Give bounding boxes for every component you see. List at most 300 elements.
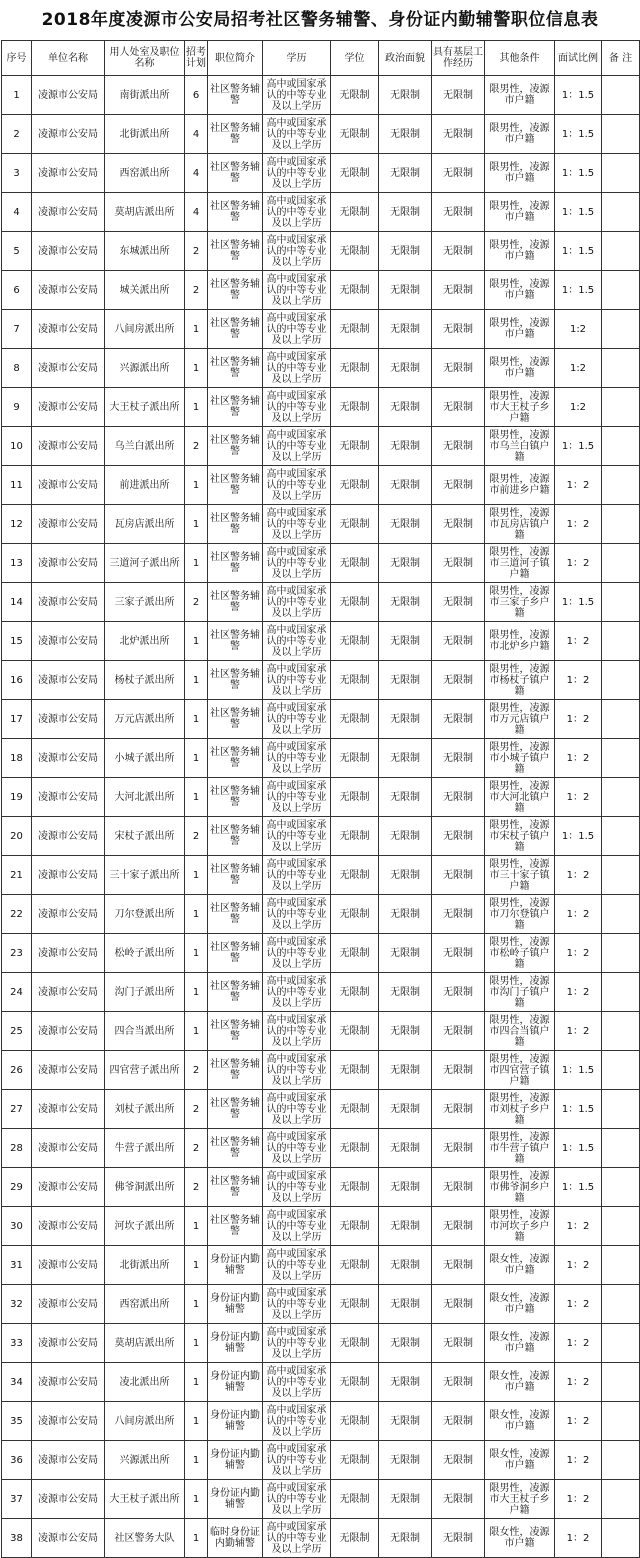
cell-education: 高中或国家承认的中等专业及以上学历	[263, 778, 331, 817]
cell-conditions: 限男性，凌源市四合当镇户籍	[485, 1012, 555, 1051]
cell-education: 高中或国家承认的中等专业及以上学历	[263, 1519, 331, 1558]
cell-note	[602, 700, 640, 739]
cell-dept: 大河北派出所	[105, 778, 185, 817]
cell-note	[602, 895, 640, 934]
cell-politics: 无限制	[379, 661, 432, 700]
cell-no: 35	[2, 1402, 32, 1441]
cell-education: 高中或国家承认的中等专业及以上学历	[263, 895, 331, 934]
table-row	[2, 349, 640, 388]
cell-plan: 1	[185, 1285, 208, 1324]
header-degree: 学位	[331, 41, 379, 76]
cell-dept: 社区警务大队	[105, 1519, 185, 1558]
cell-note	[602, 1129, 640, 1168]
cell-politics: 无限制	[379, 1207, 432, 1246]
cell-degree: 无限制	[331, 544, 379, 583]
cell-unit: 凌源市公安局	[32, 1090, 105, 1129]
cell-intro: 身份证内勤辅警	[208, 1363, 263, 1402]
cell-politics: 无限制	[379, 1363, 432, 1402]
table-row	[2, 700, 640, 739]
cell-unit: 凌源市公安局	[32, 466, 105, 505]
cell-education: 高中或国家承认的中等专业及以上学历	[263, 76, 331, 115]
cell-dept: 佛爷洞派出所	[105, 1168, 185, 1207]
cell-interview-ratio: 1：1.5	[555, 154, 602, 193]
cell-education: 高中或国家承认的中等专业及以上学历	[263, 1363, 331, 1402]
cell-plan: 2	[185, 1129, 208, 1168]
cell-politics: 无限制	[379, 388, 432, 427]
cell-education: 高中或国家承认的中等专业及以上学历	[263, 271, 331, 310]
cell-intro: 身份证内勤辅警	[208, 1246, 263, 1285]
cell-politics: 无限制	[379, 193, 432, 232]
cell-dept: 城关派出所	[105, 271, 185, 310]
cell-education: 高中或国家承认的中等专业及以上学历	[263, 661, 331, 700]
cell-conditions: 限男性，凌源市三家子乡户籍	[485, 583, 555, 622]
cell-experience: 无限制	[432, 817, 485, 856]
cell-politics: 无限制	[379, 1441, 432, 1480]
cell-no: 10	[2, 427, 32, 466]
cell-experience: 无限制	[432, 1168, 485, 1207]
table-row	[2, 115, 640, 154]
table-row	[2, 934, 640, 973]
cell-interview-ratio: 1：2	[555, 1285, 602, 1324]
cell-politics: 无限制	[379, 1090, 432, 1129]
table-row	[2, 76, 640, 115]
cell-plan: 1	[185, 739, 208, 778]
header-unit: 单位名称	[32, 41, 105, 76]
cell-plan: 1	[185, 544, 208, 583]
cell-degree: 无限制	[331, 1324, 379, 1363]
cell-interview-ratio: 1:2	[555, 388, 602, 427]
cell-experience: 无限制	[432, 1324, 485, 1363]
cell-dept: 八间房派出所	[105, 310, 185, 349]
cell-no: 28	[2, 1129, 32, 1168]
cell-unit: 凌源市公安局	[32, 310, 105, 349]
cell-unit: 凌源市公安局	[32, 700, 105, 739]
cell-experience: 无限制	[432, 1090, 485, 1129]
cell-interview-ratio: 1：1.5	[555, 232, 602, 271]
cell-plan: 1	[185, 1480, 208, 1519]
cell-dept: 乌兰白派出所	[105, 427, 185, 466]
cell-education: 高中或国家承认的中等专业及以上学历	[263, 973, 331, 1012]
cell-experience: 无限制	[432, 1285, 485, 1324]
cell-intro: 社区警务辅警	[208, 583, 263, 622]
cell-no: 33	[2, 1324, 32, 1363]
cell-intro: 社区警务辅警	[208, 895, 263, 934]
cell-degree: 无限制	[331, 1285, 379, 1324]
cell-interview-ratio: 1：2	[555, 700, 602, 739]
table-row	[2, 1285, 640, 1324]
cell-degree: 无限制	[331, 778, 379, 817]
cell-note	[602, 1441, 640, 1480]
cell-unit: 凌源市公安局	[32, 1285, 105, 1324]
cell-politics: 无限制	[379, 505, 432, 544]
cell-experience: 无限制	[432, 544, 485, 583]
cell-degree: 无限制	[331, 1519, 379, 1558]
cell-no: 19	[2, 778, 32, 817]
cell-dept: 三十家子派出所	[105, 856, 185, 895]
cell-intro: 社区警务辅警	[208, 154, 263, 193]
table-row	[2, 1324, 640, 1363]
cell-unit: 凌源市公安局	[32, 583, 105, 622]
cell-interview-ratio: 1：2	[555, 466, 602, 505]
cell-unit: 凌源市公安局	[32, 1012, 105, 1051]
cell-degree: 无限制	[331, 427, 379, 466]
cell-unit: 凌源市公安局	[32, 388, 105, 427]
cell-unit: 凌源市公安局	[32, 622, 105, 661]
table-row	[2, 1480, 640, 1519]
cell-conditions: 限男性，凌源市三十家子镇户籍	[485, 856, 555, 895]
cell-degree: 无限制	[331, 232, 379, 271]
cell-interview-ratio: 1：2	[555, 661, 602, 700]
cell-no: 27	[2, 1090, 32, 1129]
table-row	[2, 427, 640, 466]
cell-dept: 兴源派出所	[105, 1441, 185, 1480]
cell-unit: 凌源市公安局	[32, 76, 105, 115]
cell-intro: 社区警务辅警	[208, 1051, 263, 1090]
cell-intro: 身份证内勤辅警	[208, 1480, 263, 1519]
cell-note	[602, 661, 640, 700]
cell-intro: 社区警务辅警	[208, 622, 263, 661]
cell-intro: 身份证内勤辅警	[208, 1285, 263, 1324]
table-row	[2, 622, 640, 661]
cell-conditions: 限男性，凌源市宋杖子镇户籍	[485, 817, 555, 856]
cell-conditions: 限男性，凌源市户籍	[485, 349, 555, 388]
cell-interview-ratio: 1：2	[555, 1207, 602, 1246]
cell-note	[602, 1480, 640, 1519]
cell-politics: 无限制	[379, 115, 432, 154]
cell-dept: 杨杖子派出所	[105, 661, 185, 700]
cell-note	[602, 583, 640, 622]
cell-degree: 无限制	[331, 1207, 379, 1246]
cell-plan: 2	[185, 1168, 208, 1207]
cell-dept: 三道河子派出所	[105, 544, 185, 583]
cell-unit: 凌源市公安局	[32, 544, 105, 583]
cell-degree: 无限制	[331, 817, 379, 856]
cell-no: 36	[2, 1441, 32, 1480]
cell-plan: 1	[185, 1324, 208, 1363]
cell-unit: 凌源市公安局	[32, 1051, 105, 1090]
cell-politics: 无限制	[379, 817, 432, 856]
cell-dept: 东城派出所	[105, 232, 185, 271]
cell-dept: 牛营子派出所	[105, 1129, 185, 1168]
cell-no: 30	[2, 1207, 32, 1246]
cell-note	[602, 349, 640, 388]
cell-politics: 无限制	[379, 349, 432, 388]
cell-politics: 无限制	[379, 934, 432, 973]
cell-degree: 无限制	[331, 700, 379, 739]
cell-unit: 凌源市公安局	[32, 1480, 105, 1519]
header-interview-ratio: 面试比例	[555, 41, 602, 76]
cell-note	[602, 1012, 640, 1051]
cell-degree: 无限制	[331, 739, 379, 778]
cell-unit: 凌源市公安局	[32, 1519, 105, 1558]
cell-experience: 无限制	[432, 76, 485, 115]
header-dept: 用人处室及职位名称	[105, 41, 185, 76]
table-row	[2, 778, 640, 817]
cell-politics: 无限制	[379, 622, 432, 661]
cell-dept: 西窑派出所	[105, 154, 185, 193]
cell-conditions: 限女性，凌源市户籍	[485, 1363, 555, 1402]
cell-experience: 无限制	[432, 856, 485, 895]
cell-degree: 无限制	[331, 1012, 379, 1051]
cell-no: 17	[2, 700, 32, 739]
cell-education: 高中或国家承认的中等专业及以上学历	[263, 427, 331, 466]
cell-plan: 2	[185, 271, 208, 310]
cell-note	[602, 1285, 640, 1324]
cell-education: 高中或国家承认的中等专业及以上学历	[263, 1012, 331, 1051]
cell-interview-ratio: 1：2	[555, 934, 602, 973]
cell-intro: 社区警务辅警	[208, 271, 263, 310]
cell-unit: 凌源市公安局	[32, 232, 105, 271]
cell-plan: 1	[185, 973, 208, 1012]
cell-no: 25	[2, 1012, 32, 1051]
cell-education: 高中或国家承认的中等专业及以上学历	[263, 1051, 331, 1090]
cell-experience: 无限制	[432, 193, 485, 232]
table-row	[2, 1129, 640, 1168]
cell-conditions: 限男性，凌源市河坎子乡户籍	[485, 1207, 555, 1246]
cell-unit: 凌源市公安局	[32, 661, 105, 700]
cell-politics: 无限制	[379, 856, 432, 895]
table-row	[2, 1363, 640, 1402]
cell-plan: 1	[185, 1246, 208, 1285]
cell-degree: 无限制	[331, 1051, 379, 1090]
cell-conditions: 限男性，凌源市四官营子镇户籍	[485, 1051, 555, 1090]
cell-politics: 无限制	[379, 544, 432, 583]
cell-note	[602, 1207, 640, 1246]
cell-conditions: 限女性，凌源市户籍	[485, 1441, 555, 1480]
cell-no: 18	[2, 739, 32, 778]
cell-degree: 无限制	[331, 1090, 379, 1129]
cell-no: 5	[2, 232, 32, 271]
cell-interview-ratio: 1：1.5	[555, 427, 602, 466]
cell-experience: 无限制	[432, 505, 485, 544]
cell-experience: 无限制	[432, 622, 485, 661]
cell-education: 高中或国家承认的中等专业及以上学历	[263, 1246, 331, 1285]
cell-interview-ratio: 1：2	[555, 778, 602, 817]
cell-degree: 无限制	[331, 1168, 379, 1207]
table-row	[2, 583, 640, 622]
cell-politics: 无限制	[379, 76, 432, 115]
cell-conditions: 限男性，凌源市沟门子镇户籍	[485, 973, 555, 1012]
cell-dept: 莫胡店派出所	[105, 193, 185, 232]
cell-no: 32	[2, 1285, 32, 1324]
cell-experience: 无限制	[432, 232, 485, 271]
cell-note	[602, 271, 640, 310]
cell-no: 21	[2, 856, 32, 895]
cell-dept: 宋杖子派出所	[105, 817, 185, 856]
cell-degree: 无限制	[331, 505, 379, 544]
cell-experience: 无限制	[432, 1441, 485, 1480]
cell-experience: 无限制	[432, 700, 485, 739]
table-row	[2, 310, 640, 349]
cell-experience: 无限制	[432, 1051, 485, 1090]
cell-conditions: 限男性，凌源市瓦房店镇户籍	[485, 505, 555, 544]
cell-experience: 无限制	[432, 973, 485, 1012]
cell-plan: 2	[185, 1090, 208, 1129]
table-row	[2, 661, 640, 700]
cell-politics: 无限制	[379, 583, 432, 622]
cell-education: 高中或国家承认的中等专业及以上学历	[263, 700, 331, 739]
page-title: 2018年度凌源市公安局招考社区警务辅警、身份证内勤辅警职位信息表	[41, 10, 599, 30]
cell-note	[602, 388, 640, 427]
cell-education: 高中或国家承认的中等专业及以上学历	[263, 1441, 331, 1480]
cell-intro: 社区警务辅警	[208, 1129, 263, 1168]
cell-conditions: 限男性，凌源市刘杖子乡户籍	[485, 1090, 555, 1129]
cell-plan: 1	[185, 622, 208, 661]
cell-unit: 凌源市公安局	[32, 856, 105, 895]
cell-intro: 临时身份证内勤辅警	[208, 1519, 263, 1558]
cell-degree: 无限制	[331, 1402, 379, 1441]
cell-dept: 万元店派出所	[105, 700, 185, 739]
cell-unit: 凌源市公安局	[32, 271, 105, 310]
cell-politics: 无限制	[379, 271, 432, 310]
cell-conditions: 限男性，凌源市户籍	[485, 232, 555, 271]
cell-unit: 凌源市公安局	[32, 1207, 105, 1246]
cell-note	[602, 1363, 640, 1402]
cell-education: 高中或国家承认的中等专业及以上学历	[263, 1168, 331, 1207]
cell-education: 高中或国家承认的中等专业及以上学历	[263, 310, 331, 349]
cell-unit: 凌源市公安局	[32, 778, 105, 817]
cell-interview-ratio: 1：1.5	[555, 1090, 602, 1129]
cell-degree: 无限制	[331, 1246, 379, 1285]
cell-degree: 无限制	[331, 1480, 379, 1519]
cell-politics: 无限制	[379, 1129, 432, 1168]
cell-no: 16	[2, 661, 32, 700]
cell-degree: 无限制	[331, 193, 379, 232]
cell-experience: 无限制	[432, 349, 485, 388]
cell-conditions: 限男性，凌源市三道河子镇户籍	[485, 544, 555, 583]
table-row	[2, 1519, 640, 1558]
cell-education: 高中或国家承认的中等专业及以上学历	[263, 1207, 331, 1246]
cell-education: 高中或国家承认的中等专业及以上学历	[263, 1129, 331, 1168]
table-row	[2, 895, 640, 934]
cell-note	[602, 427, 640, 466]
cell-note	[602, 1168, 640, 1207]
cell-education: 高中或国家承认的中等专业及以上学历	[263, 349, 331, 388]
cell-education: 高中或国家承认的中等专业及以上学历	[263, 388, 331, 427]
cell-no: 7	[2, 310, 32, 349]
cell-plan: 4	[185, 115, 208, 154]
cell-intro: 社区警务辅警	[208, 349, 263, 388]
cell-politics: 无限制	[379, 154, 432, 193]
cell-education: 高中或国家承认的中等专业及以上学历	[263, 583, 331, 622]
cell-education: 高中或国家承认的中等专业及以上学历	[263, 856, 331, 895]
table-row	[2, 232, 640, 271]
cell-dept: 西窑派出所	[105, 1285, 185, 1324]
cell-interview-ratio: 1：2	[555, 1363, 602, 1402]
table-row	[2, 739, 640, 778]
cell-note	[602, 310, 640, 349]
cell-no: 29	[2, 1168, 32, 1207]
cell-no: 12	[2, 505, 32, 544]
cell-note	[602, 154, 640, 193]
cell-plan: 1	[185, 778, 208, 817]
cell-note	[602, 934, 640, 973]
cell-intro: 社区警务辅警	[208, 505, 263, 544]
cell-dept: 凌北派出所	[105, 1363, 185, 1402]
cell-dept: 北炉派出所	[105, 622, 185, 661]
table-row	[2, 1207, 640, 1246]
cell-interview-ratio: 1：1.5	[555, 1168, 602, 1207]
cell-experience: 无限制	[432, 1129, 485, 1168]
cell-unit: 凌源市公安局	[32, 817, 105, 856]
cell-degree: 无限制	[331, 76, 379, 115]
cell-experience: 无限制	[432, 661, 485, 700]
cell-unit: 凌源市公安局	[32, 505, 105, 544]
cell-plan: 2	[185, 232, 208, 271]
cell-dept: 瓦房店派出所	[105, 505, 185, 544]
cell-plan: 1	[185, 310, 208, 349]
cell-conditions: 限女性，凌源市户籍	[485, 1285, 555, 1324]
cell-politics: 无限制	[379, 1480, 432, 1519]
cell-politics: 无限制	[379, 232, 432, 271]
cell-plan: 1	[185, 1441, 208, 1480]
cell-experience: 无限制	[432, 1207, 485, 1246]
cell-interview-ratio: 1:2	[555, 310, 602, 349]
table-row	[2, 1402, 640, 1441]
table-body	[2, 76, 640, 1558]
cell-intro: 社区警务辅警	[208, 661, 263, 700]
position-table	[1, 40, 640, 1558]
cell-intro: 社区警务辅警	[208, 700, 263, 739]
header-education: 学历	[263, 41, 331, 76]
cell-interview-ratio: 1：1.5	[555, 271, 602, 310]
cell-note	[602, 778, 640, 817]
cell-plan: 6	[185, 76, 208, 115]
cell-education: 高中或国家承认的中等专业及以上学历	[263, 154, 331, 193]
cell-degree: 无限制	[331, 856, 379, 895]
cell-no: 1	[2, 76, 32, 115]
cell-dept: 刀尔登派出所	[105, 895, 185, 934]
cell-unit: 凌源市公安局	[32, 973, 105, 1012]
cell-no: 13	[2, 544, 32, 583]
cell-interview-ratio: 1：1.5	[555, 193, 602, 232]
cell-interview-ratio: 1：2	[555, 856, 602, 895]
cell-no: 6	[2, 271, 32, 310]
cell-intro: 社区警务辅警	[208, 817, 263, 856]
cell-no: 24	[2, 973, 32, 1012]
cell-degree: 无限制	[331, 271, 379, 310]
cell-dept: 大王杖子派出所	[105, 1480, 185, 1519]
cell-politics: 无限制	[379, 1402, 432, 1441]
cell-politics: 无限制	[379, 973, 432, 1012]
cell-unit: 凌源市公安局	[32, 154, 105, 193]
cell-education: 高中或国家承认的中等专业及以上学历	[263, 466, 331, 505]
cell-experience: 无限制	[432, 934, 485, 973]
cell-note	[602, 466, 640, 505]
cell-education: 高中或国家承认的中等专业及以上学历	[263, 817, 331, 856]
cell-degree: 无限制	[331, 661, 379, 700]
cell-intro: 社区警务辅警	[208, 1012, 263, 1051]
cell-politics: 无限制	[379, 310, 432, 349]
table-row	[2, 193, 640, 232]
cell-politics: 无限制	[379, 427, 432, 466]
cell-interview-ratio: 1：2	[555, 505, 602, 544]
cell-plan: 2	[185, 1051, 208, 1090]
cell-plan: 4	[185, 154, 208, 193]
cell-politics: 无限制	[379, 1285, 432, 1324]
cell-politics: 无限制	[379, 895, 432, 934]
cell-interview-ratio: 1：2	[555, 895, 602, 934]
cell-plan: 1	[185, 349, 208, 388]
table-row	[2, 1246, 640, 1285]
cell-intro: 社区警务辅警	[208, 856, 263, 895]
cell-experience: 无限制	[432, 271, 485, 310]
cell-dept: 三家子派出所	[105, 583, 185, 622]
cell-interview-ratio: 1：2	[555, 973, 602, 1012]
cell-note	[602, 1090, 640, 1129]
cell-degree: 无限制	[331, 895, 379, 934]
table-row	[2, 973, 640, 1012]
